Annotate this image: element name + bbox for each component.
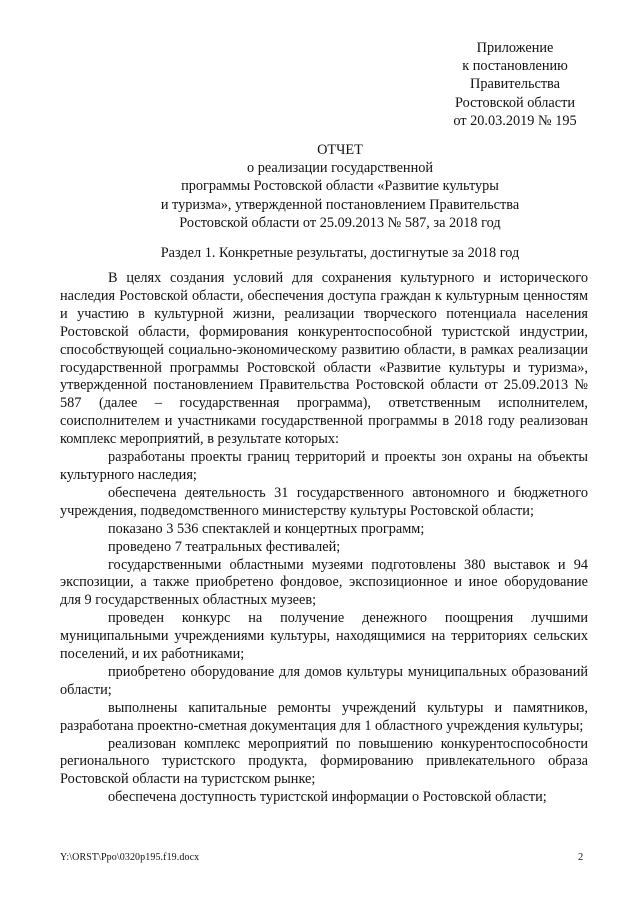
report-heading: ОТЧЕТ — [317, 142, 363, 158]
annex-line: от 20.03.2019 № 195 — [453, 112, 577, 129]
annex-line: Ростовской области — [454, 94, 576, 111]
paragraph: разработаны проекты границ территорий и проекты зон охраны на объекты культурного наследия; — [60, 449, 588, 483]
annex-line: Правительства — [470, 76, 560, 93]
annex-block — [420, 39, 610, 130]
paragraph: проведен конкурс на получение денежного поощрения лучшими муниципальными учреждениями культуры, находящимися на территориях сельских поселений, и их работниками; — [60, 610, 588, 663]
report-subtitle-line: программы Ростовской области «Развитие культуры — [181, 178, 499, 195]
paragraph: В целях создания условий для сохранения культурного и исторического наследия Ростовской области, обеспечения доступа граждан к культурным ценностям и участию в культурной жизни, реализации творческого потенциала населения Ростовской области, формирования конкурентоспособной туристской индустрии, способствующей социально-экономическому развитию области, в рамках реализации государственной программы Ростовской области «Развитие культуры и туризма», утвержденной постановлением Правительства Ростовской области от 25.09.2013 № 587 (далее – государственная программа), ответственным исполнителем, соисполнителем и участниками государственной программы в 2018 году реализован комплекс мероприятий, в результате которых: — [60, 270, 588, 448]
paragraph: обеспечена деятельность 31 государственного автономного и бюджетного учреждения, подведомственного министерству культуры Ростовской области; — [60, 484, 588, 519]
section-title: Раздел 1. Конкретные результаты, достигнутые за 2018 год — [160, 245, 520, 261]
paragraph: показано 3 536 спектаклей и концертных программ; — [108, 520, 425, 537]
paragraph: выполнены капитальные ремонты учреждений культуры и памятников, разработана проектно-сметная документация для 1 областного учреждения культуры; — [60, 699, 588, 734]
paragraph: реализован комплекс мероприятий по повышению конкурентоспособности регионального туристского продукта, формированию привлекательного образа Ростовской области на туристском рынке; — [60, 735, 588, 788]
report-subtitle-line: и туризма», утвержденной постановлением Правительства — [160, 196, 520, 213]
page-number: 2 — [578, 852, 584, 863]
annex-line: Приложение — [476, 40, 554, 56]
footer-file-path: Y:\ORST\Ppo\0320p195.f19.docx — [60, 852, 200, 863]
document-body — [60, 270, 588, 807]
report-title-block — [60, 141, 620, 232]
paragraph: государственными областными музеями подготовлены 380 выставок и 94 экспозиции, а также приобретено фондовое, экспозиционное и иное оборудование для 9 государственных областных музеев; — [60, 556, 588, 609]
report-subtitle-line: Ростовской области от 25.09.2013 № 587, за 2018 год — [179, 214, 501, 231]
report-subtitle-line: о реализации государственной — [246, 160, 434, 177]
annex-line: к постановлению — [462, 58, 568, 75]
paragraph: обеспечена доступность туристской информации о Ростовской области; — [108, 789, 547, 806]
paragraph: проведено 7 театральных фестивалей; — [108, 538, 341, 555]
paragraph: приобретено оборудование для домов культуры муниципальных образований области; — [60, 663, 588, 698]
